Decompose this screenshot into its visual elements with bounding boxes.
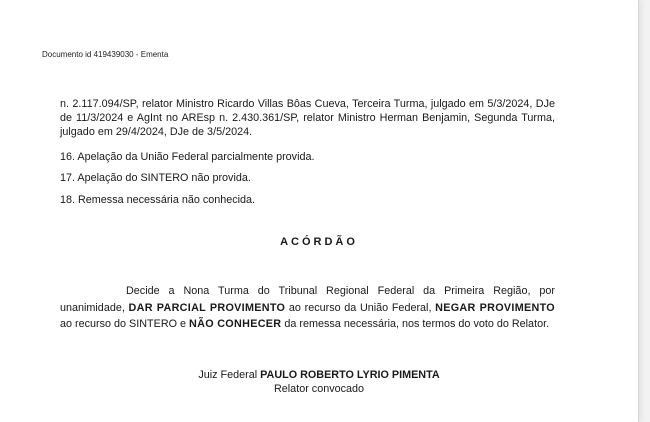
decision-paragraph — [60, 283, 555, 333]
document-id: Documento id 419439030 - Ementa — [42, 50, 169, 59]
decision-bold-3: NÃO CONHECER — [189, 318, 282, 330]
signature-name: PAULO ROBERTO LYRIO PIMENTA — [260, 369, 440, 381]
decision-text-2: ao recurso da União Federal, — [285, 301, 436, 314]
item-18: 18. Remessa necessária não conhecida. — [60, 194, 256, 206]
decision-bold-2: NEGAR PROVIMENTO — [435, 301, 555, 314]
citation-paragraph: n. 2.117.094/SP, relator Ministro Ricardo Villas Bôas Cueva, Terceira Turma, julgado em 5/3/2024, DJe de 11/3/2024 e AgInt no AREsp n. 2.430.361/SP, relator Ministro Herman Benjamin, Segunda Turma, julgado em 29/4/2024, DJe de 3/5/2024. — [60, 98, 555, 138]
decision-text-3: ao recurso do SINTERO e — [60, 318, 190, 330]
decision-text-4: da remessa necessária, nos termos do voto do Relator. — [281, 318, 550, 330]
acordao-heading: ACÓRDÃO — [280, 236, 358, 248]
signature-prefix: Juiz Federal — [198, 369, 261, 381]
item-17: 17. Apelação do SINTERO não provida. — [60, 172, 251, 184]
decision-text-1: Decide a Nona Turma do Tribunal Regional Federal da Primeira Região, por unanimidade, — [60, 285, 555, 314]
decision-bold-1: DAR PARCIAL PROVIMENTO — [128, 301, 286, 314]
signature-role: Relator convocado — [273, 383, 365, 395]
signature-line — [0, 369, 638, 381]
item-16: 16. Apelação da União Federal parcialmente provida. — [60, 151, 315, 163]
